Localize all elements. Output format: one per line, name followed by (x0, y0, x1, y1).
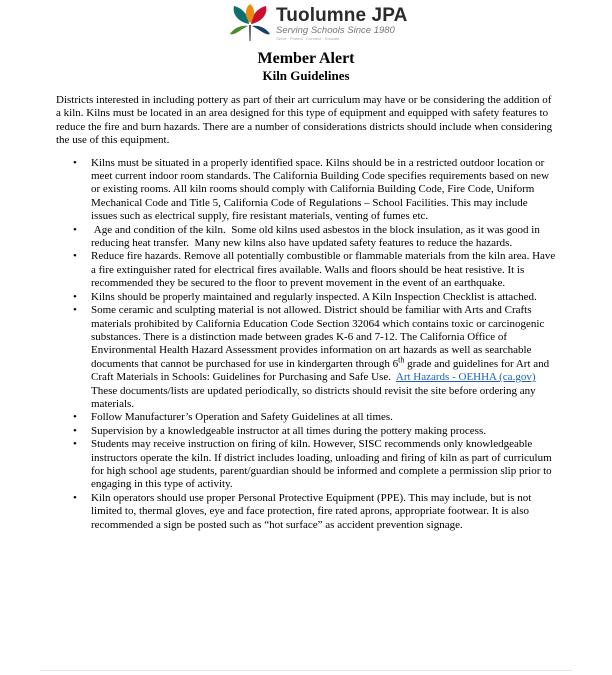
oehha-link[interactable]: Art Hazards - OEHHA (ca.gov) (395, 371, 536, 384)
list-item-text: Supervision by a knowledgeable instructor at all times during the pottery making process. (91, 424, 486, 437)
list-item (56, 291, 556, 304)
tuolumne-logo-icon (228, 4, 272, 42)
list-item-text: grade and guidelines for Art and Craft Materials in Schools: Guidelines for Purchasing and Safe Use. (91, 357, 552, 384)
header-logo (228, 4, 428, 44)
bullet-icon: • (73, 223, 77, 236)
list-item (56, 250, 556, 290)
guideline-list (56, 157, 556, 532)
list-item-text: These documents/lists are updated periodically, so districts should revisit the site before ordering any materials. (91, 384, 536, 410)
footer-divider (40, 670, 572, 671)
bullet-icon: • (73, 491, 77, 504)
bullet-icon: • (73, 304, 77, 317)
bullet-icon: • (73, 290, 77, 303)
bullet-icon: • (73, 250, 77, 263)
bullet-icon: • (73, 438, 77, 451)
list-item-text: Kilns should be properly maintained and regularly inspected. A Kiln Inspection Checklist is attached. (91, 290, 537, 303)
list-item (56, 224, 556, 251)
list-item (56, 304, 556, 411)
bullet-icon: • (73, 156, 77, 169)
list-item (56, 411, 556, 424)
list-item (56, 492, 556, 532)
list-item-text: Students may receive instruction on firing of kiln. However, SISC recommends only knowledgeable instructors operate the kiln. If district includes loading, unloading and firing of kiln as part of curriculum for high school age students, parent/guardian should be informed and complete a permission slip prior to engaging in this type of activity. (91, 438, 552, 491)
document-title: Member Alert (257, 50, 355, 67)
logo-subtext: Serve · Protect · Connect · Educate (276, 36, 340, 41)
document-body (56, 94, 556, 532)
list-item (56, 157, 556, 224)
list-item-text: Follow Manufacturer’s Operation and Safety Guidelines at all times. (91, 411, 393, 424)
list-item-text: Reduce fire hazards. Remove all potentially combustible or flammable materials from the kiln area. Have a fire extinguisher rated for electrical fires available. Walls and floors should be heat resistive. It is recommended they be secured to the floor to prevent movement in the event of an earthquake. (91, 250, 556, 290)
logo-tagline: Serving Schools Since 1980 (276, 25, 395, 36)
list-item-text: Age and condition of the kiln. Some old kilns used asbestos in the block insulation, as it was good in reducing heat transfer. Many new kilns also have updated safety features to reduce the hazards. (91, 223, 543, 250)
superscript-th: th (398, 355, 405, 365)
list-item-text: Kiln operators should use proper Personal Protective Equipment (PPE). This may include, but is not limited to, thermal gloves, eye and face protection, fire rated aprons, appropriate footwear. It is also recommended a sign be posted such as “hot surface” as accident prevention signage. (91, 491, 532, 531)
intro-paragraph: Districts interested in including pottery as part of their art curriculum may have or be considering the addition of a kiln. Kilns must be located in an area designed for this type of equipment and equipped with safety features to reduce the fire and burn hazards. There are a number of considerations districts should include when considering the use of this equipment. (56, 94, 553, 147)
list-item (56, 438, 556, 492)
logo-name: Tuolumne JPA (276, 5, 408, 26)
bullet-icon: • (73, 411, 77, 424)
list-item-text: Some ceramic and sculpting material is not allowed. District should be familiar with Arts and Crafts materials prohibited by California Education Code Section 32064 which contains toxic or carcinogenic substances. There is a distinction made between grades K-6 and 7-12. The California Office of Environmental Health Hazard Assessment provides information on art hazards as well as searchable documents that cannot be purchased for use in kindergarten through 6 (91, 304, 545, 370)
list-item (56, 425, 556, 438)
bullet-icon: • (73, 424, 77, 437)
list-item-text: Kilns must be situated in a properly identified space. Kilns should be in a restricted outdoor location or meet current indoor room standards. The California Building Code specifies requirements based on new or existing rooms. All kiln rooms should comply with California Building Code, Fire Code, Uniform Mechanical Code and Title 5, California Code of Regulations – School Facilities. This may include issues such as electrical supply, fire resistant materials, venting of fumes etc. (91, 156, 550, 223)
document-subtitle: Kiln Guidelines (262, 68, 350, 83)
